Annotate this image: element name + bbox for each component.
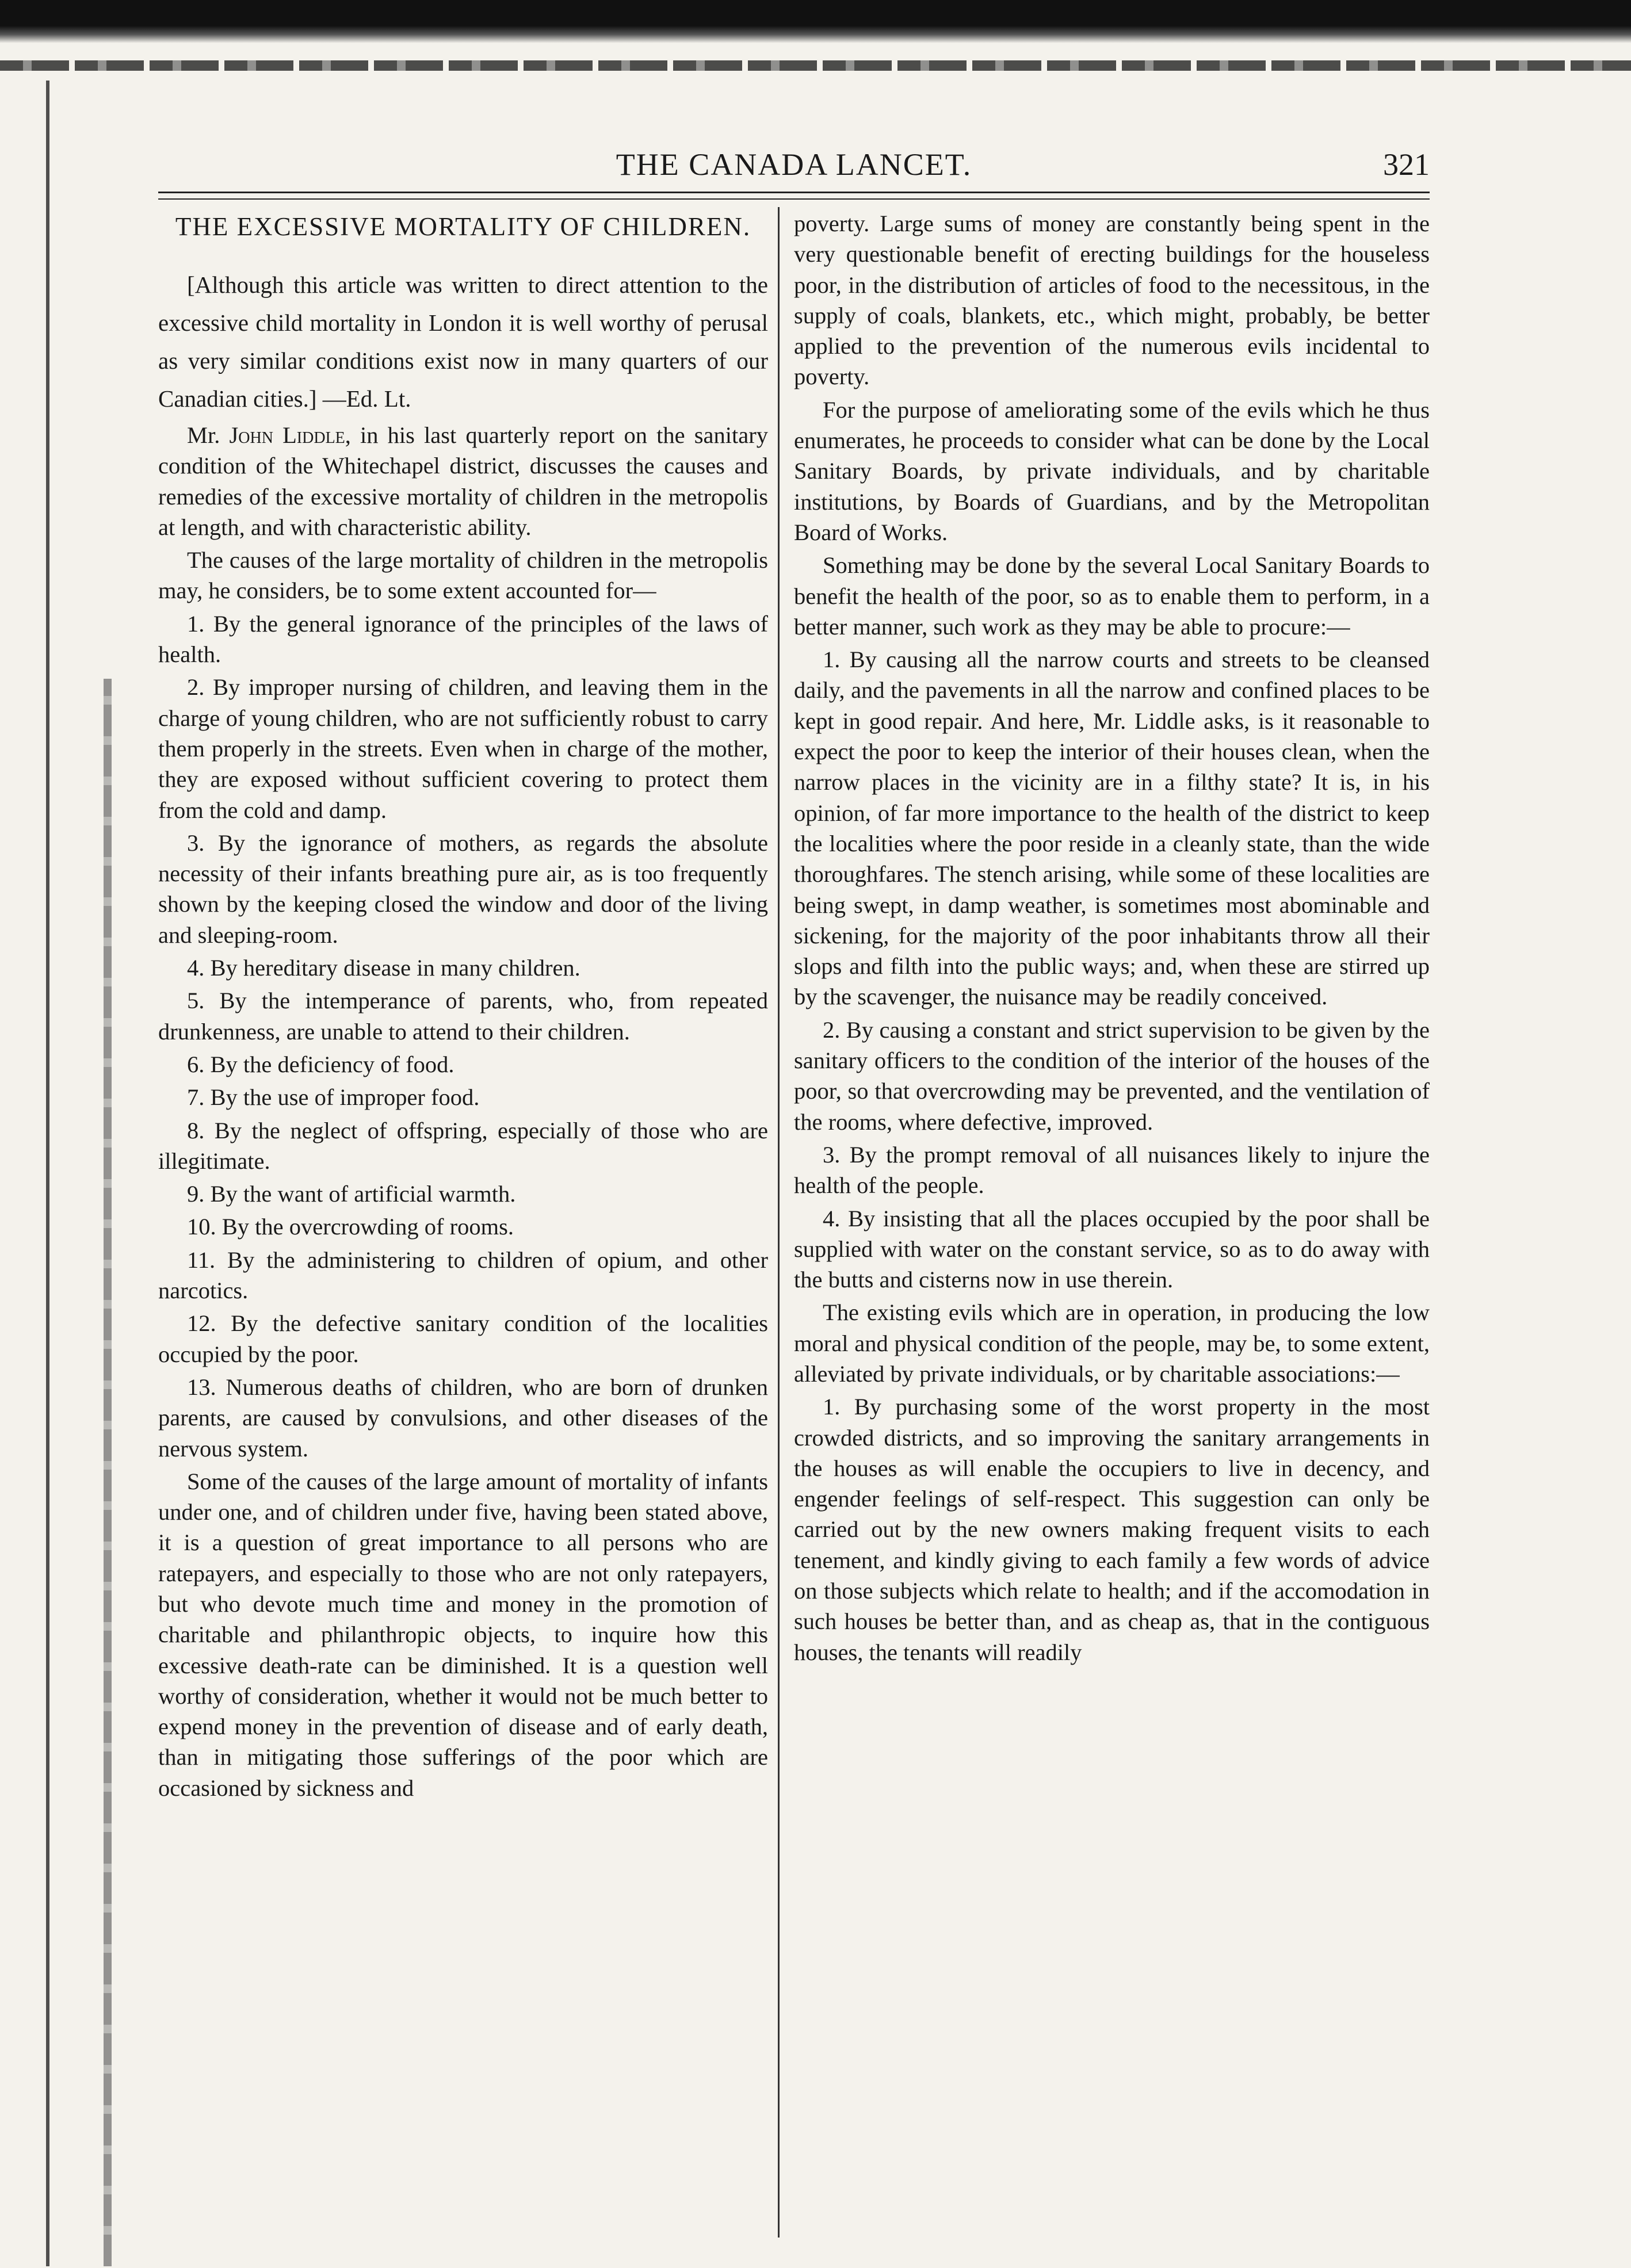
cause-item: 6. By the deficiency of food. bbox=[187, 1051, 454, 1077]
column-divider bbox=[778, 207, 780, 2238]
scan-artifact-top bbox=[0, 0, 1631, 43]
cause-item: 2. By improper nursing of children, and leaving them in the charge of young children, who are not sufficiently robust to carry them properly in the streets. Even when in charge of the mother, they are exposed without sufficient covering to protect them from the cold and damp. bbox=[158, 674, 768, 823]
cause-item: 3. By the ignorance of mothers, as regards the absolute necessity of their infants breathing pure air, as is too frequently shown by the keeping closed the window and door of the living and sleeping-room. bbox=[158, 829, 768, 948]
cause-item: 7. By the use of improper food. bbox=[187, 1084, 480, 1111]
boards-item: 1. By causing all the narrow courts and streets to be cleansed daily, and the pavements in all the narrow and confined places to be kept in good repair. And here, Mr. Liddle asks, is it reasonable to expect the poor to keep the interior of their houses clean, when the narrow places in the vicinity are in a filthy state? It is, in his opinion, of far more importance to the health of the district to keep the localities where the poor reside in a cleanly state, than the wide thoroughfares. The stench arising, while some of these localities are being swept, in damp weather, is sometimes most abominable and sickening, for the majority of the poor inhabitants throw all their slops and filth into the public ways; and, when these are stirred up by the scavenger, the nuisance may be readily conceived. bbox=[794, 647, 1430, 1010]
scan-artifact-left-edge bbox=[46, 81, 49, 2266]
cause-item: 12. By the defective sanitary condition of the localities occupied by the poor. bbox=[158, 1310, 768, 1367]
cause-item: 1. By the general ignorance of the principles of the laws of health. bbox=[158, 610, 768, 668]
page-header bbox=[158, 147, 1430, 187]
right-column bbox=[794, 208, 1430, 1670]
left-column bbox=[158, 208, 768, 1806]
running-title: THE CANADA LANCET. bbox=[616, 147, 972, 182]
scan-artifact-binding bbox=[104, 679, 112, 2266]
boards-item: 2. By causing a constant and strict supervision to be given by the sanitary officers to the condition of the interior of the houses of the poor, so that overcrowding may be prevented, and the ventilation of the rooms, where defective, improved. bbox=[794, 1016, 1430, 1135]
cause-item: 9. By the want of artificial warmth. bbox=[187, 1181, 516, 1207]
causes-intro: The causes of the large mortality of children in the metropolis may, he considers, be to some extent accounted for— bbox=[158, 547, 768, 604]
header-rule bbox=[158, 192, 1430, 193]
boards-intro: Something may be done by the several Local Sanitary Boards to benefit the health of the poor, so as to enable them to perform, in a better manner, such work as they may be able to procure:— bbox=[794, 552, 1430, 640]
intro-paragraph bbox=[158, 420, 768, 542]
cause-item: 8. By the neglect of offspring, especially of those who are illegitimate. bbox=[158, 1117, 768, 1174]
boards-item: 3. By the prompt removal of all nuisances likely to injure the health of the people. bbox=[794, 1141, 1430, 1199]
cause-item: 5. By the intemperance of parents, who, from repeated drunkenness, are unable to attend to their children. bbox=[158, 988, 768, 1045]
right-opening-paragraph: poverty. Large sums of money are constantly being spent in the very questionable benefit of erecting buildings for the houseless poor, in the distribution of articles of food to the necessitous, in the supply of coals, blankets, etc., which might, probably, be better applied to the prevention of the numerous evils incidental to poverty. bbox=[794, 211, 1430, 390]
page-number: 321 bbox=[1383, 147, 1430, 182]
intro-rest: , in his last quarterly report on the sanitary condition of the Whitechapel district, discusses the causes and remedies of the excessive mortality of children in the metropolis at length, and with characteristic ability. bbox=[158, 422, 768, 540]
cause-item: 4. By hereditary disease in many children. bbox=[187, 955, 580, 981]
cause-item: 10. By the overcrowding of rooms. bbox=[187, 1214, 514, 1240]
purpose-paragraph: For the purpose of ameliorating some of the evils which he thus enumerates, he proceeds to consider what can be done by the Local Sanitary Boards, by private individuals, and by charitable institutions, by Boards of Guardians, and by the Metropolitan Board of Works. bbox=[794, 396, 1430, 545]
private-intro: The existing evils which are in operation, in producing the low moral and physical condition of the people, may be, to some extent, alleviated by private individuals, or by charitable associations:— bbox=[794, 1299, 1430, 1387]
intro-mr: Mr. bbox=[187, 422, 230, 448]
left-closing-paragraph: Some of the causes of the large amount of mortality of infants under one, and of children under five, having been stated above, it is a question of great importance to all persons who are ratepayers, and especially to those who are not only ratepayers, but who devote much time and money in the promotion of charitable and philanthropic objects, to inquire how this excessive death-rate can be diminished. It is a question well worthy of consideration, whether it would not be much better to expend money in the prevention of disease and of early death, than in mitigating those sufferings of the poor which are occasioned by sickness and bbox=[158, 1468, 768, 1801]
editor-note: [Although this article was written to direct attention to the excessive child mortality in London it is well worthy of perusal as very similar conditions exist now in many quarters of our Canadian cities.] —Ed. Lt. bbox=[158, 271, 768, 412]
intro-name: John Liddle bbox=[229, 422, 345, 448]
header-rule-thin bbox=[158, 198, 1430, 200]
boards-item: 4. By insisting that all the places occupied by the poor shall be supplied with water on the constant service, so as to do away with the butts and cisterns now in use therein. bbox=[794, 1205, 1430, 1293]
cause-item: 11. By the administering to children of opium, and other narcotics. bbox=[158, 1246, 768, 1304]
private-item: 1. By purchasing some of the worst property in the most crowded districts, and so improving the sanitary arrangements in the houses as will enable the occupiers to live in decency, and engender feelings of self-respect. This suggestion can only be carried out by the new owners making frequent visits to each tenement, and kindly giving to each family a few words of advice on those subjects which relate to health; and if the accomodation in such houses be better than, and as cheap as, that in the contiguous houses, the tenants will readily bbox=[794, 1394, 1430, 1665]
article-title: THE EXCESSIVE MORTALITY OF CHILDREN. bbox=[175, 212, 751, 241]
scan-artifact-strip bbox=[0, 60, 1631, 71]
cause-item: 13. Numerous deaths of children, who are born of drunken parents, are caused by convulsions, and other diseases of the nervous system. bbox=[158, 1374, 768, 1462]
